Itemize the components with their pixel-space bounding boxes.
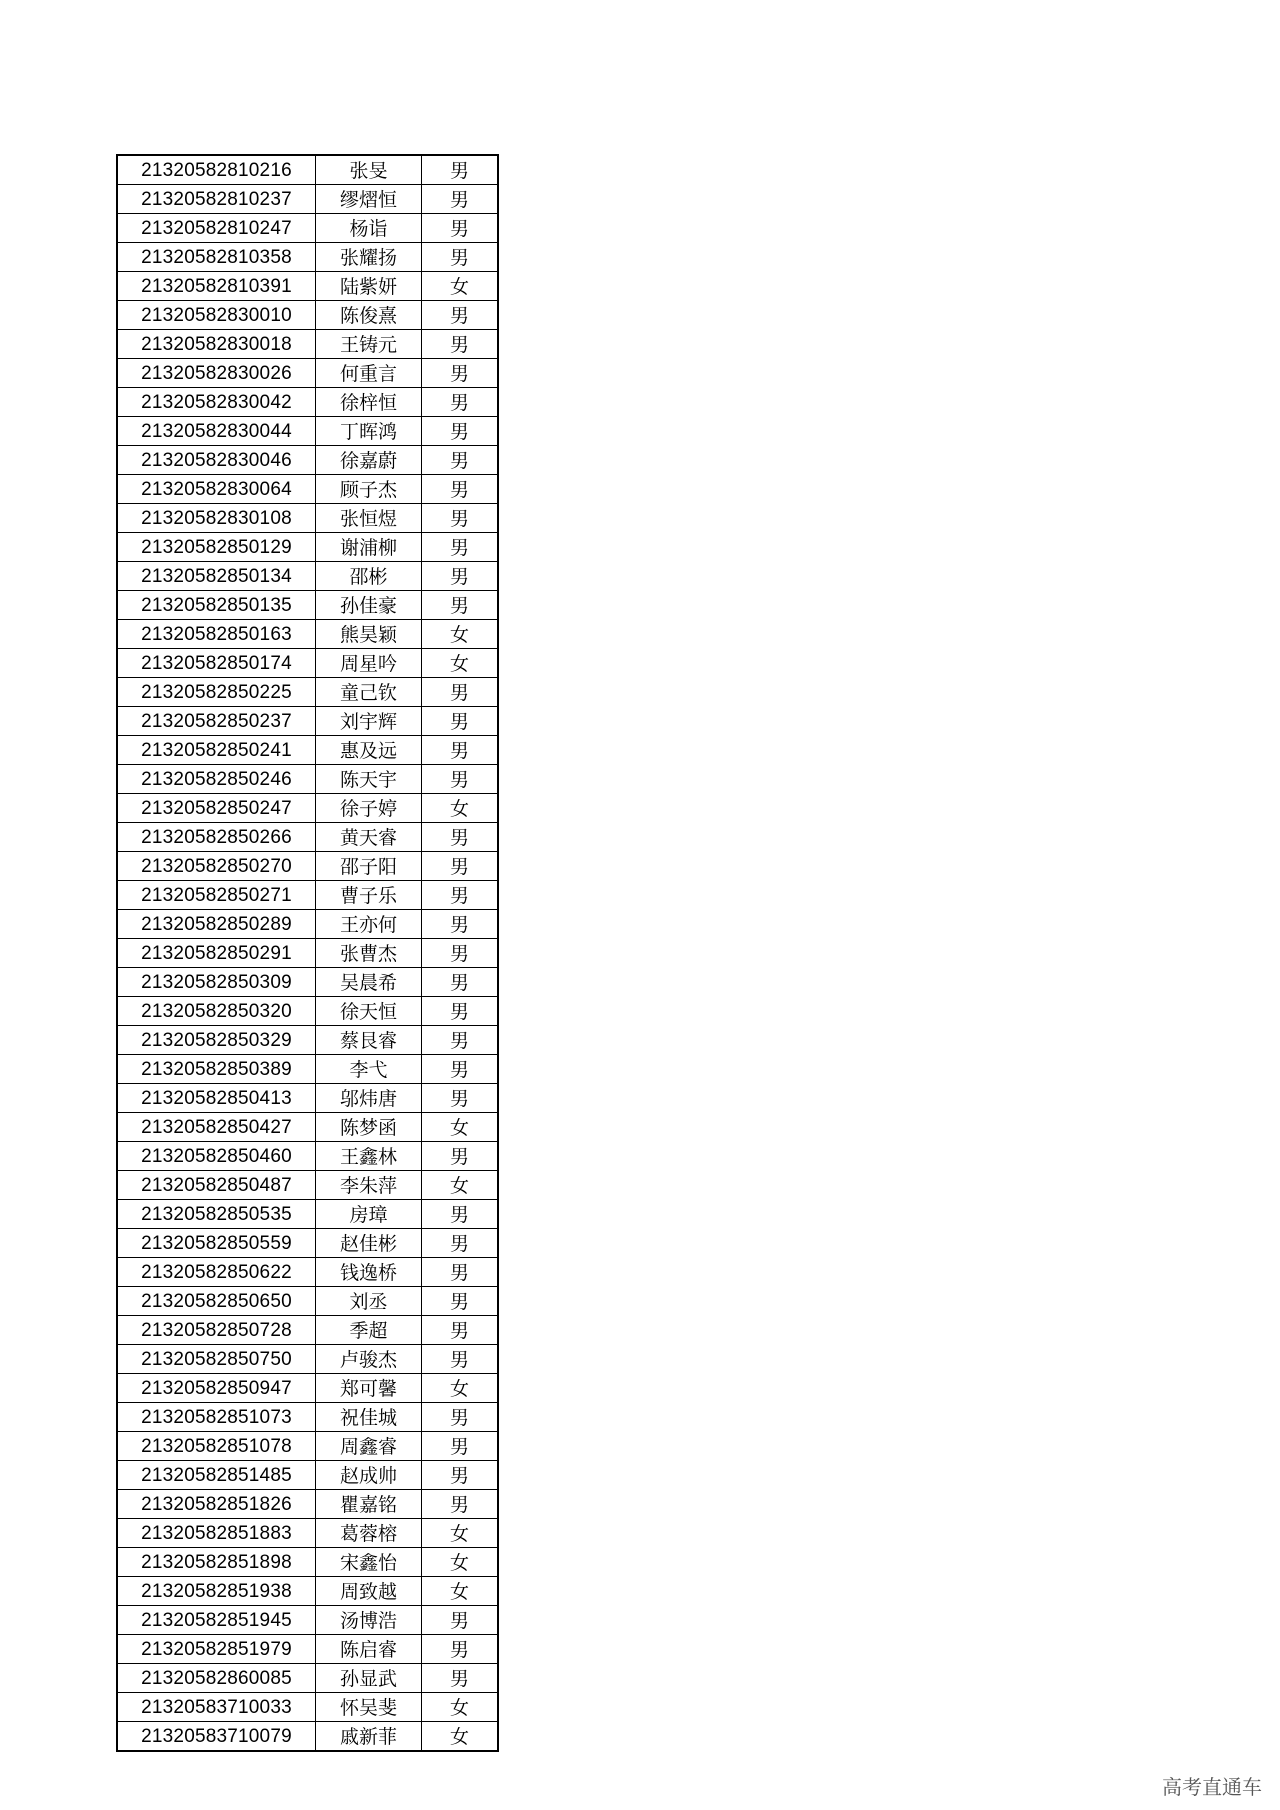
student-name-cell: 瞿嘉铭 — [316, 1490, 422, 1519]
student-name-cell: 李朱萍 — [316, 1171, 422, 1200]
gender-cell: 男 — [422, 1258, 499, 1287]
table-row — [117, 1693, 498, 1722]
gender-cell: 男 — [422, 562, 499, 591]
student-name-cell: 邵子阳 — [316, 852, 422, 881]
exam-id-cell: 21320582850320 — [117, 997, 316, 1026]
exam-id-cell: 21320582851945 — [117, 1606, 316, 1635]
student-name-cell: 孙显武 — [316, 1664, 422, 1693]
student-name-cell: 赵成帅 — [316, 1461, 422, 1490]
gender-cell: 男 — [422, 475, 499, 504]
gender-cell: 男 — [422, 417, 499, 446]
table-row — [117, 852, 498, 881]
student-name-cell: 熊昊颖 — [316, 620, 422, 649]
exam-id-cell: 21320582830042 — [117, 388, 316, 417]
student-name-cell: 卢骏杰 — [316, 1345, 422, 1374]
table-row — [117, 1026, 498, 1055]
gender-cell: 男 — [422, 939, 499, 968]
student-name-cell: 杨诣 — [316, 214, 422, 243]
gender-cell: 女 — [422, 1519, 499, 1548]
exam-id-cell: 21320582830108 — [117, 504, 316, 533]
student-name-cell: 何重言 — [316, 359, 422, 388]
gender-cell: 女 — [422, 1171, 499, 1200]
student-name-cell: 邵彬 — [316, 562, 422, 591]
table-row — [117, 620, 498, 649]
exam-id-cell: 21320582850750 — [117, 1345, 316, 1374]
table-row — [117, 1200, 498, 1229]
exam-id-cell: 21320582850291 — [117, 939, 316, 968]
student-name-cell: 童己钦 — [316, 678, 422, 707]
exam-id-cell: 21320582851883 — [117, 1519, 316, 1548]
exam-id-cell: 21320582850266 — [117, 823, 316, 852]
gender-cell: 男 — [422, 388, 499, 417]
table-row — [117, 562, 498, 591]
gender-cell: 男 — [422, 707, 499, 736]
table-row — [117, 1055, 498, 1084]
gender-cell: 男 — [422, 997, 499, 1026]
gender-cell: 女 — [422, 1548, 499, 1577]
student-name-cell: 周鑫睿 — [316, 1432, 422, 1461]
exam-id-cell: 21320582851485 — [117, 1461, 316, 1490]
exam-id-cell: 21320582830064 — [117, 475, 316, 504]
table-row — [117, 1664, 498, 1693]
table-row — [117, 678, 498, 707]
exam-id-cell: 21320582850535 — [117, 1200, 316, 1229]
exam-id-cell: 21320582850271 — [117, 881, 316, 910]
student-name-cell: 缪熠恒 — [316, 185, 422, 214]
exam-id-cell: 21320582810237 — [117, 185, 316, 214]
table-row — [117, 1316, 498, 1345]
table-row — [117, 1548, 498, 1577]
student-name-cell: 张耀扬 — [316, 243, 422, 272]
exam-id-cell: 21320582851898 — [117, 1548, 316, 1577]
gender-cell: 男 — [422, 155, 499, 185]
student-name-cell: 王铸元 — [316, 330, 422, 359]
student-name-cell: 郑可馨 — [316, 1374, 422, 1403]
gender-cell: 男 — [422, 1345, 499, 1374]
student-name-cell: 周星吟 — [316, 649, 422, 678]
exam-id-cell: 21320582850225 — [117, 678, 316, 707]
gender-cell: 男 — [422, 1432, 499, 1461]
student-name-cell: 戚新菲 — [316, 1722, 422, 1752]
exam-id-cell: 21320582850247 — [117, 794, 316, 823]
exam-id-cell: 21320582851073 — [117, 1403, 316, 1432]
table-row — [117, 475, 498, 504]
exam-id-cell: 21320582850241 — [117, 736, 316, 765]
table-row — [117, 823, 498, 852]
table-row — [117, 1258, 498, 1287]
student-name-cell: 徐天恒 — [316, 997, 422, 1026]
exam-id-cell: 21320582830046 — [117, 446, 316, 475]
exam-id-cell: 21320582850650 — [117, 1287, 316, 1316]
exam-id-cell: 21320582830044 — [117, 417, 316, 446]
exam-id-cell: 21320582851078 — [117, 1432, 316, 1461]
exam-id-cell: 21320583710033 — [117, 1693, 316, 1722]
student-name-cell: 张旻 — [316, 155, 422, 185]
gender-cell: 女 — [422, 1577, 499, 1606]
student-name-cell: 陈启睿 — [316, 1635, 422, 1664]
exam-id-cell: 21320582851826 — [117, 1490, 316, 1519]
student-name-cell: 丁晖鸿 — [316, 417, 422, 446]
table-row — [117, 1113, 498, 1142]
table-row — [117, 1345, 498, 1374]
table-row — [117, 446, 498, 475]
gender-cell: 女 — [422, 649, 499, 678]
gender-cell: 女 — [422, 794, 499, 823]
student-name-cell: 刘宇辉 — [316, 707, 422, 736]
exam-id-cell: 21320582810216 — [117, 155, 316, 185]
exam-id-cell: 21320582850329 — [117, 1026, 316, 1055]
exam-id-cell: 21320582851938 — [117, 1577, 316, 1606]
table-row — [117, 1722, 498, 1752]
gender-cell: 男 — [422, 330, 499, 359]
table-row — [117, 997, 498, 1026]
student-name-cell: 李弋 — [316, 1055, 422, 1084]
student-name-cell: 惠及远 — [316, 736, 422, 765]
gender-cell: 男 — [422, 243, 499, 272]
exam-id-cell: 21320582830010 — [117, 301, 316, 330]
gender-cell: 男 — [422, 765, 499, 794]
student-name-cell: 顾子杰 — [316, 475, 422, 504]
student-name-cell: 祝佳城 — [316, 1403, 422, 1432]
student-name-cell: 王亦何 — [316, 910, 422, 939]
gender-cell: 女 — [422, 272, 499, 301]
gender-cell: 男 — [422, 678, 499, 707]
student-name-cell: 孙佳豪 — [316, 591, 422, 620]
table-row — [117, 591, 498, 620]
student-name-cell: 钱逸桥 — [316, 1258, 422, 1287]
table-row — [117, 736, 498, 765]
table-row — [117, 417, 498, 446]
table-row — [117, 214, 498, 243]
gender-cell: 男 — [422, 591, 499, 620]
exam-id-cell: 21320582850237 — [117, 707, 316, 736]
table-row — [117, 1606, 498, 1635]
table-row — [117, 881, 498, 910]
gender-cell: 男 — [422, 1229, 499, 1258]
exam-id-cell: 21320582830018 — [117, 330, 316, 359]
table-row — [117, 939, 498, 968]
exam-id-cell: 21320582850622 — [117, 1258, 316, 1287]
student-name-cell: 房璋 — [316, 1200, 422, 1229]
student-name-cell: 王鑫林 — [316, 1142, 422, 1171]
exam-id-cell: 21320582850728 — [117, 1316, 316, 1345]
student-name-cell: 黄天睿 — [316, 823, 422, 852]
exam-id-cell: 21320582850129 — [117, 533, 316, 562]
exam-id-cell: 21320582850246 — [117, 765, 316, 794]
exam-id-cell: 21320582850487 — [117, 1171, 316, 1200]
exam-id-cell: 21320582850289 — [117, 910, 316, 939]
gender-cell: 男 — [422, 968, 499, 997]
table-row — [117, 1229, 498, 1258]
student-name-cell: 邬炜唐 — [316, 1084, 422, 1113]
student-name-cell: 徐梓恒 — [316, 388, 422, 417]
table-row — [117, 1519, 498, 1548]
student-name-cell: 赵佳彬 — [316, 1229, 422, 1258]
exam-id-cell: 21320582850460 — [117, 1142, 316, 1171]
exam-id-cell: 21320582850134 — [117, 562, 316, 591]
exam-id-cell: 21320582850174 — [117, 649, 316, 678]
exam-id-cell: 21320582830026 — [117, 359, 316, 388]
gender-cell: 男 — [422, 1461, 499, 1490]
exam-id-cell: 21320582810247 — [117, 214, 316, 243]
gender-cell: 男 — [422, 533, 499, 562]
gender-cell: 男 — [422, 1287, 499, 1316]
student-name-cell: 陈俊熹 — [316, 301, 422, 330]
student-name-cell: 怀吴斐 — [316, 1693, 422, 1722]
table-row — [117, 1461, 498, 1490]
exam-id-cell: 21320582860085 — [117, 1664, 316, 1693]
student-name-cell: 陈梦函 — [316, 1113, 422, 1142]
table-row — [117, 272, 498, 301]
gender-cell: 男 — [422, 1664, 499, 1693]
table-row — [117, 1374, 498, 1403]
table-row — [117, 910, 498, 939]
table-row — [117, 301, 498, 330]
gender-cell: 男 — [422, 1084, 499, 1113]
gender-cell: 男 — [422, 1606, 499, 1635]
table-row — [117, 1287, 498, 1316]
table-row — [117, 388, 498, 417]
student-name-cell: 吴晨希 — [316, 968, 422, 997]
student-name-cell: 张曹杰 — [316, 939, 422, 968]
gender-cell: 男 — [422, 504, 499, 533]
gender-cell: 男 — [422, 1635, 499, 1664]
student-name-cell: 陈天宇 — [316, 765, 422, 794]
gender-cell: 男 — [422, 359, 499, 388]
exam-id-cell: 21320582850559 — [117, 1229, 316, 1258]
table-row — [117, 1490, 498, 1519]
exam-id-cell: 21320582851979 — [117, 1635, 316, 1664]
student-name-cell: 周致越 — [316, 1577, 422, 1606]
table-row — [117, 1577, 498, 1606]
watermark-text: 高考直通车 — [1162, 1775, 1262, 1799]
student-name-cell: 宋鑫怡 — [316, 1548, 422, 1577]
table-row — [117, 765, 498, 794]
student-name-cell: 蔡艮睿 — [316, 1026, 422, 1055]
gender-cell: 男 — [422, 1055, 499, 1084]
table-row — [117, 243, 498, 272]
gender-cell: 男 — [422, 910, 499, 939]
roster-body — [117, 155, 498, 1751]
gender-cell: 男 — [422, 1316, 499, 1345]
table-row — [117, 533, 498, 562]
gender-cell: 男 — [422, 881, 499, 910]
gender-cell: 女 — [422, 1693, 499, 1722]
gender-cell: 男 — [422, 185, 499, 214]
gender-cell: 男 — [422, 1490, 499, 1519]
student-name-cell: 曹子乐 — [316, 881, 422, 910]
table-row — [117, 504, 498, 533]
student-name-cell: 徐子婷 — [316, 794, 422, 823]
gender-cell: 男 — [422, 823, 499, 852]
gender-cell: 男 — [422, 214, 499, 243]
exam-id-cell: 21320582850270 — [117, 852, 316, 881]
gender-cell: 女 — [422, 1722, 499, 1752]
student-roster-table — [116, 154, 499, 1752]
table-row — [117, 330, 498, 359]
gender-cell: 男 — [422, 1142, 499, 1171]
table-row — [117, 968, 498, 997]
exam-id-cell: 21320582850135 — [117, 591, 316, 620]
gender-cell: 男 — [422, 736, 499, 765]
gender-cell: 女 — [422, 620, 499, 649]
gender-cell: 男 — [422, 301, 499, 330]
table-row — [117, 185, 498, 214]
table-row — [117, 794, 498, 823]
exam-id-cell: 21320582850413 — [117, 1084, 316, 1113]
table-row — [117, 1084, 498, 1113]
table-row — [117, 707, 498, 736]
student-name-cell: 季超 — [316, 1316, 422, 1345]
table-row — [117, 155, 498, 185]
table-row — [117, 1142, 498, 1171]
student-name-cell: 张恒煜 — [316, 504, 422, 533]
student-name-cell: 葛蓉榕 — [316, 1519, 422, 1548]
gender-cell: 男 — [422, 1026, 499, 1055]
student-name-cell: 徐嘉蔚 — [316, 446, 422, 475]
exam-id-cell: 21320582810391 — [117, 272, 316, 301]
student-name-cell: 陆紫妍 — [316, 272, 422, 301]
table-row — [117, 1432, 498, 1461]
table-row — [117, 649, 498, 678]
gender-cell: 女 — [422, 1113, 499, 1142]
gender-cell: 男 — [422, 852, 499, 881]
exam-id-cell: 21320582810358 — [117, 243, 316, 272]
exam-id-cell: 21320582850163 — [117, 620, 316, 649]
table-row — [117, 1635, 498, 1664]
student-name-cell: 刘丞 — [316, 1287, 422, 1316]
student-name-cell: 汤博浩 — [316, 1606, 422, 1635]
gender-cell: 男 — [422, 446, 499, 475]
table-row — [117, 1403, 498, 1432]
gender-cell: 男 — [422, 1200, 499, 1229]
table-row — [117, 1171, 498, 1200]
exam-id-cell: 21320582850427 — [117, 1113, 316, 1142]
exam-id-cell: 21320582850309 — [117, 968, 316, 997]
exam-id-cell: 21320582850947 — [117, 1374, 316, 1403]
exam-id-cell: 21320583710079 — [117, 1722, 316, 1752]
table-row — [117, 359, 498, 388]
gender-cell: 男 — [422, 1403, 499, 1432]
gender-cell: 女 — [422, 1374, 499, 1403]
student-name-cell: 谢浦柳 — [316, 533, 422, 562]
exam-id-cell: 21320582850389 — [117, 1055, 316, 1084]
